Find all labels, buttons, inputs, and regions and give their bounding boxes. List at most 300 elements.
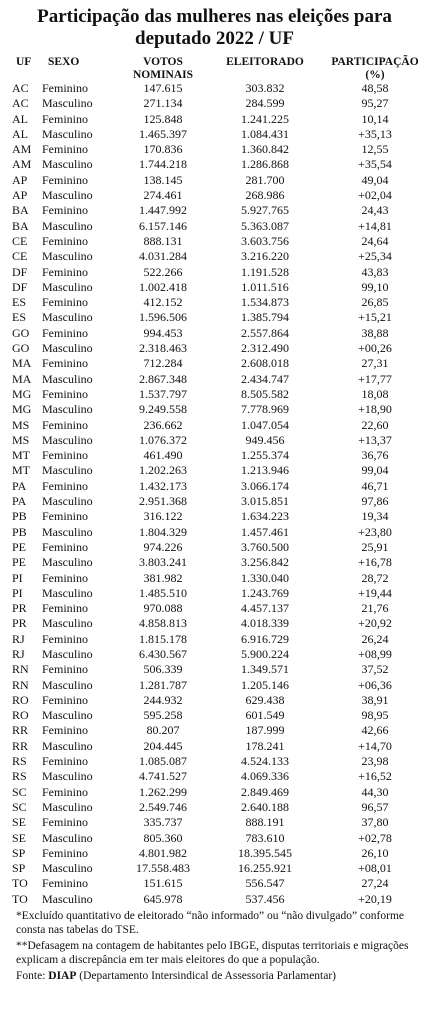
cell-eleitorado: 281.700 [245,172,285,187]
table-row [12,769,426,784]
cell-participacao: 22,60 [361,417,389,432]
cell-votos: 595.258 [143,708,183,723]
table-row [12,188,426,203]
source-label: Fonte: [16,970,46,983]
cell-participacao: +16,52 [358,769,392,784]
table-row [12,418,426,433]
cell-uf: PB [12,509,27,524]
header-participacao [324,56,426,81]
cell-participacao: +17,77 [358,371,392,386]
cell-votos: 1.537.797 [139,386,187,401]
cell-participacao: +13,37 [358,432,392,447]
cell-participacao: +15,21 [358,310,392,325]
cell-uf: RO [12,708,29,723]
cell-votos: 204.445 [143,738,183,753]
table-row [12,479,426,494]
table-row [12,203,426,218]
cell-uf: AM [12,157,32,172]
cell-uf: PE [12,555,27,570]
cell-sexo: Masculino [42,861,93,876]
table-row [12,525,426,540]
cell-sexo: Feminino [42,325,89,340]
cell-uf: MA [12,371,32,386]
cell-votos: 412.152 [143,295,183,310]
cell-sexo: Feminino [42,295,89,310]
cell-uf: CE [12,249,28,264]
cell-votos: 381.982 [143,570,183,585]
cell-uf: RR [12,738,29,753]
table-row [12,310,426,325]
cell-uf: SC [12,784,27,799]
cell-votos: 244.932 [143,692,183,707]
table-row [12,723,426,738]
cell-participacao: +08,01 [358,861,392,876]
title-line-1: Participação das mulheres nas eleições para [37,6,392,27]
cell-eleitorado: 187.999 [245,723,285,738]
cell-participacao: 37,80 [361,815,389,830]
cell-votos: 1.744.218 [139,157,187,172]
cell-votos: 170.836 [143,142,183,157]
table-row [12,616,426,631]
cell-participacao: 48,58 [361,81,389,95]
cell-uf: MT [12,463,30,478]
cell-eleitorado: 284.599 [245,96,285,111]
cell-votos: 316.122 [143,509,183,524]
cell-participacao: 27,31 [361,356,389,371]
cell-eleitorado: 1.243.769 [241,585,289,600]
table-row [12,96,426,111]
table-header-row [12,56,426,81]
cell-votos: 1.281.787 [139,677,187,692]
cell-votos: 125.848 [143,111,183,126]
cell-participacao: 25,91 [361,539,389,554]
cell-uf: PE [12,539,27,554]
cell-eleitorado: 1.286.868 [241,157,289,172]
cell-uf: MG [12,386,32,401]
cell-eleitorado: 4.069.336 [241,769,289,784]
cell-eleitorado: 888.191 [245,815,285,830]
cell-votos: 970.088 [143,601,183,616]
cell-sexo: Masculino [42,126,93,141]
footnote-2: **Defasagem na contagem de habitantes pelo IBGE, disputas territoriais e migrações explicam a discrepância em ter mais eleitores do que a população. [16,940,409,967]
cell-votos: 274.461 [143,188,183,203]
cell-votos: 151.615 [143,876,183,891]
cell-sexo: Feminino [42,233,89,248]
cell-eleitorado: 3.603.756 [241,233,289,248]
cell-participacao: 28,72 [361,570,389,585]
cell-uf: MA [12,356,32,371]
cell-sexo: Feminino [42,142,89,157]
cell-sexo: Masculino [42,96,93,111]
cell-sexo: Feminino [42,845,89,860]
cell-participacao: 36,76 [361,448,389,463]
cell-votos: 138.145 [143,172,183,187]
cell-participacao: +20,92 [358,616,392,631]
source-line [16,969,419,983]
cell-uf: RS [12,769,27,784]
cell-participacao: +06,36 [358,677,392,692]
table-row [12,112,426,127]
cell-participacao: +20,19 [358,891,392,906]
cell-votos: 461.490 [143,448,183,463]
source-description: (Departamento Intersindical de Assessoria Parlamentar) [79,970,337,983]
cell-eleitorado: 1.084.431 [241,126,289,141]
table-row [12,81,426,96]
cell-votos: 1.262.299 [139,784,187,799]
cell-sexo: Feminino [42,111,89,126]
cell-sexo: Feminino [42,784,89,799]
cell-votos: 506.339 [143,662,183,677]
cell-sexo: Masculino [42,769,93,784]
table-row [12,280,426,295]
cell-eleitorado: 537.456 [245,891,285,906]
cell-votos: 3.803.241 [139,555,187,570]
cell-eleitorado: 18.395.545 [238,845,292,860]
cell-votos: 645.978 [143,891,183,906]
cell-sexo: Masculino [42,432,93,447]
cell-votos: 994.453 [143,325,183,340]
cell-eleitorado: 1.191.528 [241,264,289,279]
cell-participacao: 38,88 [361,325,389,340]
cell-eleitorado: 303.832 [245,81,285,95]
table-row [12,234,426,249]
cell-uf: TO [12,891,28,906]
cell-sexo: Feminino [42,815,89,830]
cell-sexo: Feminino [42,203,89,218]
cell-sexo: Feminino [42,662,89,677]
footnotes [16,909,419,983]
cell-uf: BA [12,203,29,218]
cell-sexo: Masculino [42,279,93,294]
table-row [12,341,426,356]
cell-votos: 1.002.418 [139,279,187,294]
cell-sexo: Masculino [42,555,93,570]
data-table [12,56,426,907]
cell-participacao: 37,52 [361,662,389,677]
table-row [12,157,426,172]
cell-sexo: Masculino [42,646,93,661]
cell-participacao: +35,54 [358,157,392,172]
cell-votos: 236.662 [143,417,183,432]
cell-uf: PI [12,570,23,585]
table-row [12,876,426,891]
cell-votos: 2.549.746 [139,799,187,814]
cell-sexo: Masculino [42,371,93,386]
cell-participacao: 21,76 [361,601,389,616]
cell-uf: AL [12,126,28,141]
cell-eleitorado: 4.018.339 [241,616,289,631]
cell-eleitorado: 268.986 [245,188,285,203]
table-row [12,387,426,402]
title-line-2: deputado 2022 / UF [135,28,294,49]
cell-sexo: Masculino [42,677,93,692]
cell-sexo: Feminino [42,509,89,524]
cell-eleitorado: 4.457.137 [241,601,289,616]
cell-uf: MT [12,448,30,463]
cell-uf: PR [12,616,27,631]
cell-participacao: 44,30 [361,784,389,799]
cell-votos: 9.249.558 [139,402,187,417]
cell-eleitorado: 2.640.188 [241,799,289,814]
table-row [12,739,426,754]
cell-sexo: Feminino [42,478,89,493]
cell-votos: 147.615 [143,81,183,95]
cell-eleitorado: 2.849.469 [241,784,289,799]
table-row [12,494,426,509]
cell-uf: AC [12,96,29,111]
header-uf: UF [16,56,32,68]
cell-participacao: +02,78 [358,830,392,845]
cell-votos: 4.801.982 [139,845,187,860]
cell-uf: AP [12,188,28,203]
cell-sexo: Feminino [42,448,89,463]
cell-participacao: 24,43 [361,203,389,218]
cell-votos: 1.432.173 [139,478,187,493]
cell-sexo: Masculino [42,708,93,723]
cell-uf: MG [12,402,32,417]
cell-eleitorado: 6.916.729 [241,631,289,646]
cell-sexo: Masculino [42,402,93,417]
cell-votos: 1.085.087 [139,754,187,769]
cell-eleitorado: 3.256.842 [241,555,289,570]
cell-eleitorado: 4.524.133 [241,754,289,769]
cell-participacao: +25,34 [358,249,392,264]
cell-votos: 974.226 [143,539,183,554]
table-row [12,571,426,586]
cell-eleitorado: 1.330.040 [241,570,289,585]
cell-participacao: 26,24 [361,631,389,646]
cell-sexo: Feminino [42,876,89,891]
cell-participacao: 97,86 [361,494,389,509]
cell-participacao: 43,83 [361,264,389,279]
cell-sexo: Masculino [42,524,93,539]
cell-uf: SE [12,815,27,830]
cell-uf: SC [12,799,27,814]
table-row [12,754,426,769]
cell-participacao: 96,57 [361,799,389,814]
cell-sexo: Masculino [42,891,93,906]
cell-votos: 17.558.483 [136,861,190,876]
cell-uf: SP [12,861,26,876]
cell-uf: PI [12,585,23,600]
cell-participacao: 26,10 [361,845,389,860]
table-row [12,509,426,524]
cell-votos: 1.465.397 [139,126,187,141]
cell-eleitorado: 1.534.873 [241,295,289,310]
table-row [12,892,426,907]
cell-votos: 522.266 [143,264,183,279]
cell-uf: RJ [12,631,25,646]
cell-participacao: 95,27 [361,96,389,111]
cell-sexo: Masculino [42,188,93,203]
table-row [12,142,426,157]
cell-participacao: 19,34 [361,509,389,524]
table-row [12,693,426,708]
header-participacao-line-1: PARTICIPAÇÃO [331,56,419,68]
cell-participacao: 99,10 [361,279,389,294]
cell-sexo: Feminino [42,723,89,738]
cell-eleitorado: 1.349.571 [241,662,289,677]
cell-eleitorado: 8.505.582 [241,386,289,401]
cell-votos: 1.076.372 [139,432,187,447]
cell-sexo: Masculino [42,218,93,233]
cell-votos: 6.430.567 [139,646,187,661]
cell-sexo: Masculino [42,799,93,814]
cell-participacao: 27,24 [361,876,389,891]
page-title [0,6,429,50]
cell-sexo: Feminino [42,172,89,187]
cell-uf: RN [12,677,29,692]
header-votos-line-1: VOTOS [143,56,183,68]
cell-eleitorado: 1.360.842 [241,142,289,157]
cell-participacao: 26,85 [361,295,389,310]
cell-uf: RO [12,692,29,707]
cell-eleitorado: 1.241.225 [241,111,289,126]
cell-uf: SP [12,845,26,860]
table-row [12,127,426,142]
cell-uf: PA [12,478,27,493]
table-row [12,326,426,341]
cell-participacao: +02,04 [358,188,392,203]
table-row [12,632,426,647]
cell-eleitorado: 178.241 [245,738,285,753]
cell-sexo: Masculino [42,738,93,753]
table-row [12,800,426,815]
cell-eleitorado: 2.557.864 [241,325,289,340]
cell-participacao: 10,14 [361,111,389,126]
cell-participacao: 38,91 [361,692,389,707]
table-row [12,249,426,264]
cell-sexo: Masculino [42,585,93,600]
cell-uf: PB [12,524,27,539]
cell-votos: 2.318.463 [139,341,187,356]
table-row [12,219,426,234]
cell-participacao: +23,80 [358,524,392,539]
cell-sexo: Feminino [42,631,89,646]
cell-sexo: Masculino [42,494,93,509]
cell-sexo: Masculino [42,463,93,478]
cell-uf: RJ [12,646,25,661]
cell-votos: 2.867.348 [139,371,187,386]
cell-eleitorado: 7.778.969 [241,402,289,417]
table-row [12,601,426,616]
cell-votos: 2.951.368 [139,494,187,509]
table-row [12,173,426,188]
cell-votos: 1.202.263 [139,463,187,478]
header-votos [120,56,206,81]
cell-eleitorado: 1.011.516 [241,279,289,294]
cell-uf: AL [12,111,28,126]
cell-sexo: Feminino [42,386,89,401]
table-row [12,708,426,723]
cell-sexo: Masculino [42,830,93,845]
cell-votos: 4.031.284 [139,249,187,264]
cell-sexo: Masculino [42,341,93,356]
cell-votos: 80.207 [146,723,180,738]
cell-votos: 1.447.992 [139,203,187,218]
cell-participacao: 99,04 [361,463,389,478]
cell-sexo: Masculino [42,157,93,172]
cell-votos: 712.284 [143,356,183,371]
cell-participacao: +18,90 [358,402,392,417]
cell-participacao: 98,95 [361,708,389,723]
cell-eleitorado: 1.385.794 [241,310,289,325]
header-sexo: SEXO [48,56,80,68]
cell-uf: RR [12,723,29,738]
table-row [12,555,426,570]
cell-uf: PA [12,494,27,509]
cell-participacao: 46,71 [361,478,389,493]
table-row [12,831,426,846]
cell-eleitorado: 949.456 [245,432,285,447]
cell-sexo: Masculino [42,310,93,325]
header-eleitorado: ELEITORADO [226,56,304,68]
cell-participacao: +19,44 [358,585,392,600]
cell-uf: DF [12,264,28,279]
cell-sexo: Masculino [42,616,93,631]
cell-votos: 271.134 [143,96,183,111]
cell-eleitorado: 1.047.054 [241,417,289,432]
cell-participacao: 23,98 [361,754,389,769]
cell-sexo: Feminino [42,539,89,554]
cell-votos: 1.804.329 [139,524,187,539]
cell-sexo: Feminino [42,570,89,585]
cell-eleitorado: 629.438 [245,692,285,707]
cell-eleitorado: 1.634.223 [241,509,289,524]
table-row [12,372,426,387]
table-row [12,463,426,478]
footnote-1: *Excluído quantitativo de eleitorado “não informado” ou “não divulgado” conforme consta nas tabelas do TSE. [16,910,404,937]
cell-uf: MS [12,417,30,432]
cell-votos: 1.815.178 [139,631,187,646]
cell-eleitorado: 5.900.224 [241,646,289,661]
table-row [12,402,426,417]
cell-uf: RS [12,754,27,769]
cell-uf: AC [12,81,29,95]
cell-participacao: 12,55 [361,142,389,157]
cell-sexo: Feminino [42,356,89,371]
cell-uf: SE [12,830,27,845]
header-participacao-line-2: (%) [365,68,385,81]
cell-sexo: Feminino [42,754,89,769]
cell-sexo: Feminino [42,601,89,616]
cell-votos: 1.485.510 [139,585,187,600]
table-body [12,81,426,907]
cell-sexo: Feminino [42,692,89,707]
cell-eleitorado: 3.066.174 [241,478,289,493]
cell-eleitorado: 2.312.490 [241,341,289,356]
cell-eleitorado: 5.927.765 [241,203,289,218]
cell-votos: 335.737 [143,815,183,830]
cell-participacao: 24,64 [361,233,389,248]
cell-participacao: +16,78 [358,555,392,570]
table-row [12,295,426,310]
cell-uf: RN [12,662,29,677]
cell-eleitorado: 3.216.220 [241,249,289,264]
cell-uf: AP [12,172,28,187]
table-row [12,785,426,800]
cell-sexo: Feminino [42,264,89,279]
cell-eleitorado: 1.255.374 [241,448,289,463]
cell-eleitorado: 3.015.851 [241,494,289,509]
cell-eleitorado: 2.608.018 [241,356,289,371]
table-row [12,846,426,861]
cell-uf: AM [12,142,32,157]
cell-votos: 805.360 [143,830,183,845]
cell-votos: 888.131 [143,233,183,248]
cell-votos: 1.596.506 [139,310,187,325]
cell-votos: 4.741.527 [139,769,187,784]
